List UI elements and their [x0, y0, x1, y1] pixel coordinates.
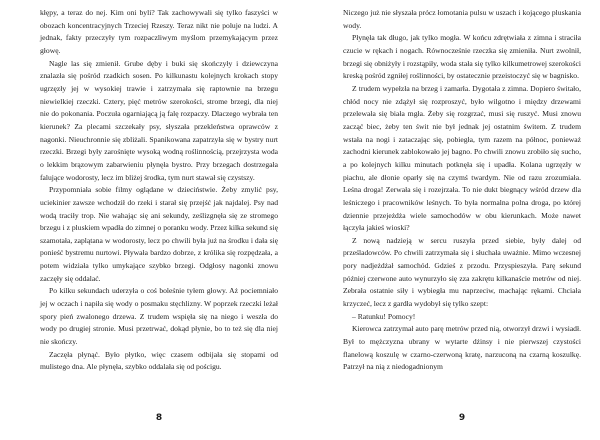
paragraph: Niczego już nie słyszała prócz łomotania pulsu w uszach i kojącego pluskania wody.	[343, 8, 581, 30]
left-page-text	[40, 7, 278, 374]
dialogue-line: – Ratunku! Pomocy!	[352, 311, 416, 321]
paragraph: kłępy, a teraz do nej. Kim oni byli? Tak zachowywali się tylko faszyści w obozach koncentracyjnych Trzeciej Rzeszy. Teraz nikt nie poluje na ludzi. A jednak, fakty przeczyły tym rozpaczliwym myślom przemykającym przez głowę.	[40, 8, 278, 55]
right-page-text	[343, 7, 581, 374]
paragraph: Zaczęła płynąć. Było płytko, więc czasem odbijała się stopami od mulistego dna. Ale płynęła, szybko oddalała się od pościgu.	[40, 349, 278, 372]
paragraph: Po kilku sekundach uderzyła o coś boleśnie tyłem głowy. Aż pociemniało jej w oczach i napiła się wody o posmaku stęchlizny. W poprzek rzeczki leżał spory pień zwalonego drzewa. Z trudem wspięła się na niego i weszła do wody po drugiej stronie. Musi przetrwać, dokąd płynie, bo to też się dla niej nie skończy.	[40, 286, 278, 347]
page-number-left: 8	[155, 413, 163, 423]
paragraph: Z trudem wypełzła na brzeg i zamarła. Dygotała z zimna. Dopiero świtało, chłód nocy nie zdążył się rozproszyć, było wilgotno i między drzewami przelewała się biała mgła. Żeby się rozgrzać, musi się ruszyć. Musi znowu zacząć biec, żeby ten świt nie był jednak jej ostatnim świtem. Z trudem wstała na nogi i zataczając się, pobiegła, tym razem na północ, ponieważ zachodni kierunek zablokowało jej bagno. Po chwili znowu zrobiło się sucho, a po kolejnych kilku minutach potknęła się i upadła. Kolana ugrzęzły w piachu, ale dłonie oparły się na czymś twardym. Nie od razu zrozumiała. Leśna droga! Zerwała się i rozejrzała. To nie dukt biegnący wśród drzew dla leśniczego i pracowników leśnych. To była normalna polna droga, po której dziennie przejeżdża wiele samochodów w obu kierunkach. Może nawet łączyła jakieś wioski?	[343, 83, 581, 233]
paragraph: Kierowca zatrzymał auto parę metrów przed nią, otworzył drzwi i wysiadł. Był to mężczyzna ubrany w wytarte dżinsy i nie pierwszej czystości flanelową koszulę w czarno-czerwoną kratę, narzuconą na czarną koszulkę. Patrzył na nią z niedogadnionym	[343, 324, 581, 372]
paragraph: Z nową nadzieją w sercu ruszyła przed siebie, były dalej od prześladowców. Po chwili zatrzymała się i słuchała uważnie. Mimo wczesnej pory nadjeżdżał samochód. Gdzieś z przodu. Przyspieszyła. Parę sekund później czerwone auto wynurzyło się zza zakrętu kilkanaście metrów od niej. Zebrała ostatnie siły i wybiegła mu naprzeciw, machając rękami. Chciała krzyczeć, lecz z gardła wydobył się tylko szept:	[343, 235, 581, 309]
paragraph: Nagle las się zmienił. Grube dęby i buki się skończyły i dziewczyna znalazła się pośród rzadkich sosen. Po kilkunastu kolejnych krokach stopy ugrzęzły jej w wysokiej trawie i zatrzymała się raptownie na brzegu niewielkiej rzeczki. Cztery, pięć metrów szerokości, strome brzegi, dla niej nie do pokonania. Poczuła ogarniającą ją falę rozpaczy. Dlaczego wybrała ten kierunek? Za plecami szczekały psy, słyszała przekleństwa oprawców z nagonki. Nieuchronnie się zbliżali. Spanikowana zapatrzyła się w bystry nurt rzeczki. Brzegi były zarośnięte wysoką wodną roślinnością, przejrzysta woda o lekkim brązowym zabarwieniu płynęła bystro. Przy brzegach dostrzegała falujące wodorosty, lecz im bliżej środka, tym nurt stawał się czystszy.	[40, 58, 278, 182]
page-number-right: 9	[458, 413, 466, 423]
paragraph: Płynęła tak długo, jak tylko mogła. W końcu zdrętwiała z zimna i straciła czucie w rękach i nogach. Równocześnie rzeczka się zmieniła. Nurt zwolnił, brzegi się obniżyły i rozstąpiły, woda stała się tylko kilkumetrowej szerokości kreską pośród zgniłej roślinności, by ostatecznie przeistoczyć się w bagnisko.	[343, 33, 581, 81]
paragraph: Przypomniała sobie filmy oglądane w dzieciństwie. Żeby zmylić psy, uciekinier zawsze wchodził do rzeki i starał się przejść jak najdalej. Psy nad wodą traciły trop. Nie wahając się ani sekundy, ześlizgnęła się ze stromego brzegu i z pluskiem wpadła do zimnej o poranku wody. Przez kilka sekund się szamotała, zaplątana w wodorosty, lecz po chwili była już na środku i dała się ponieść bystremu nurtowi. Pływała bardzo dobrze, z królika się rozpędzała, a potem widziała tylko umykające szybko brzegi. Odgłosy nagonki znowu zaczęły się oddalać.	[40, 185, 278, 283]
